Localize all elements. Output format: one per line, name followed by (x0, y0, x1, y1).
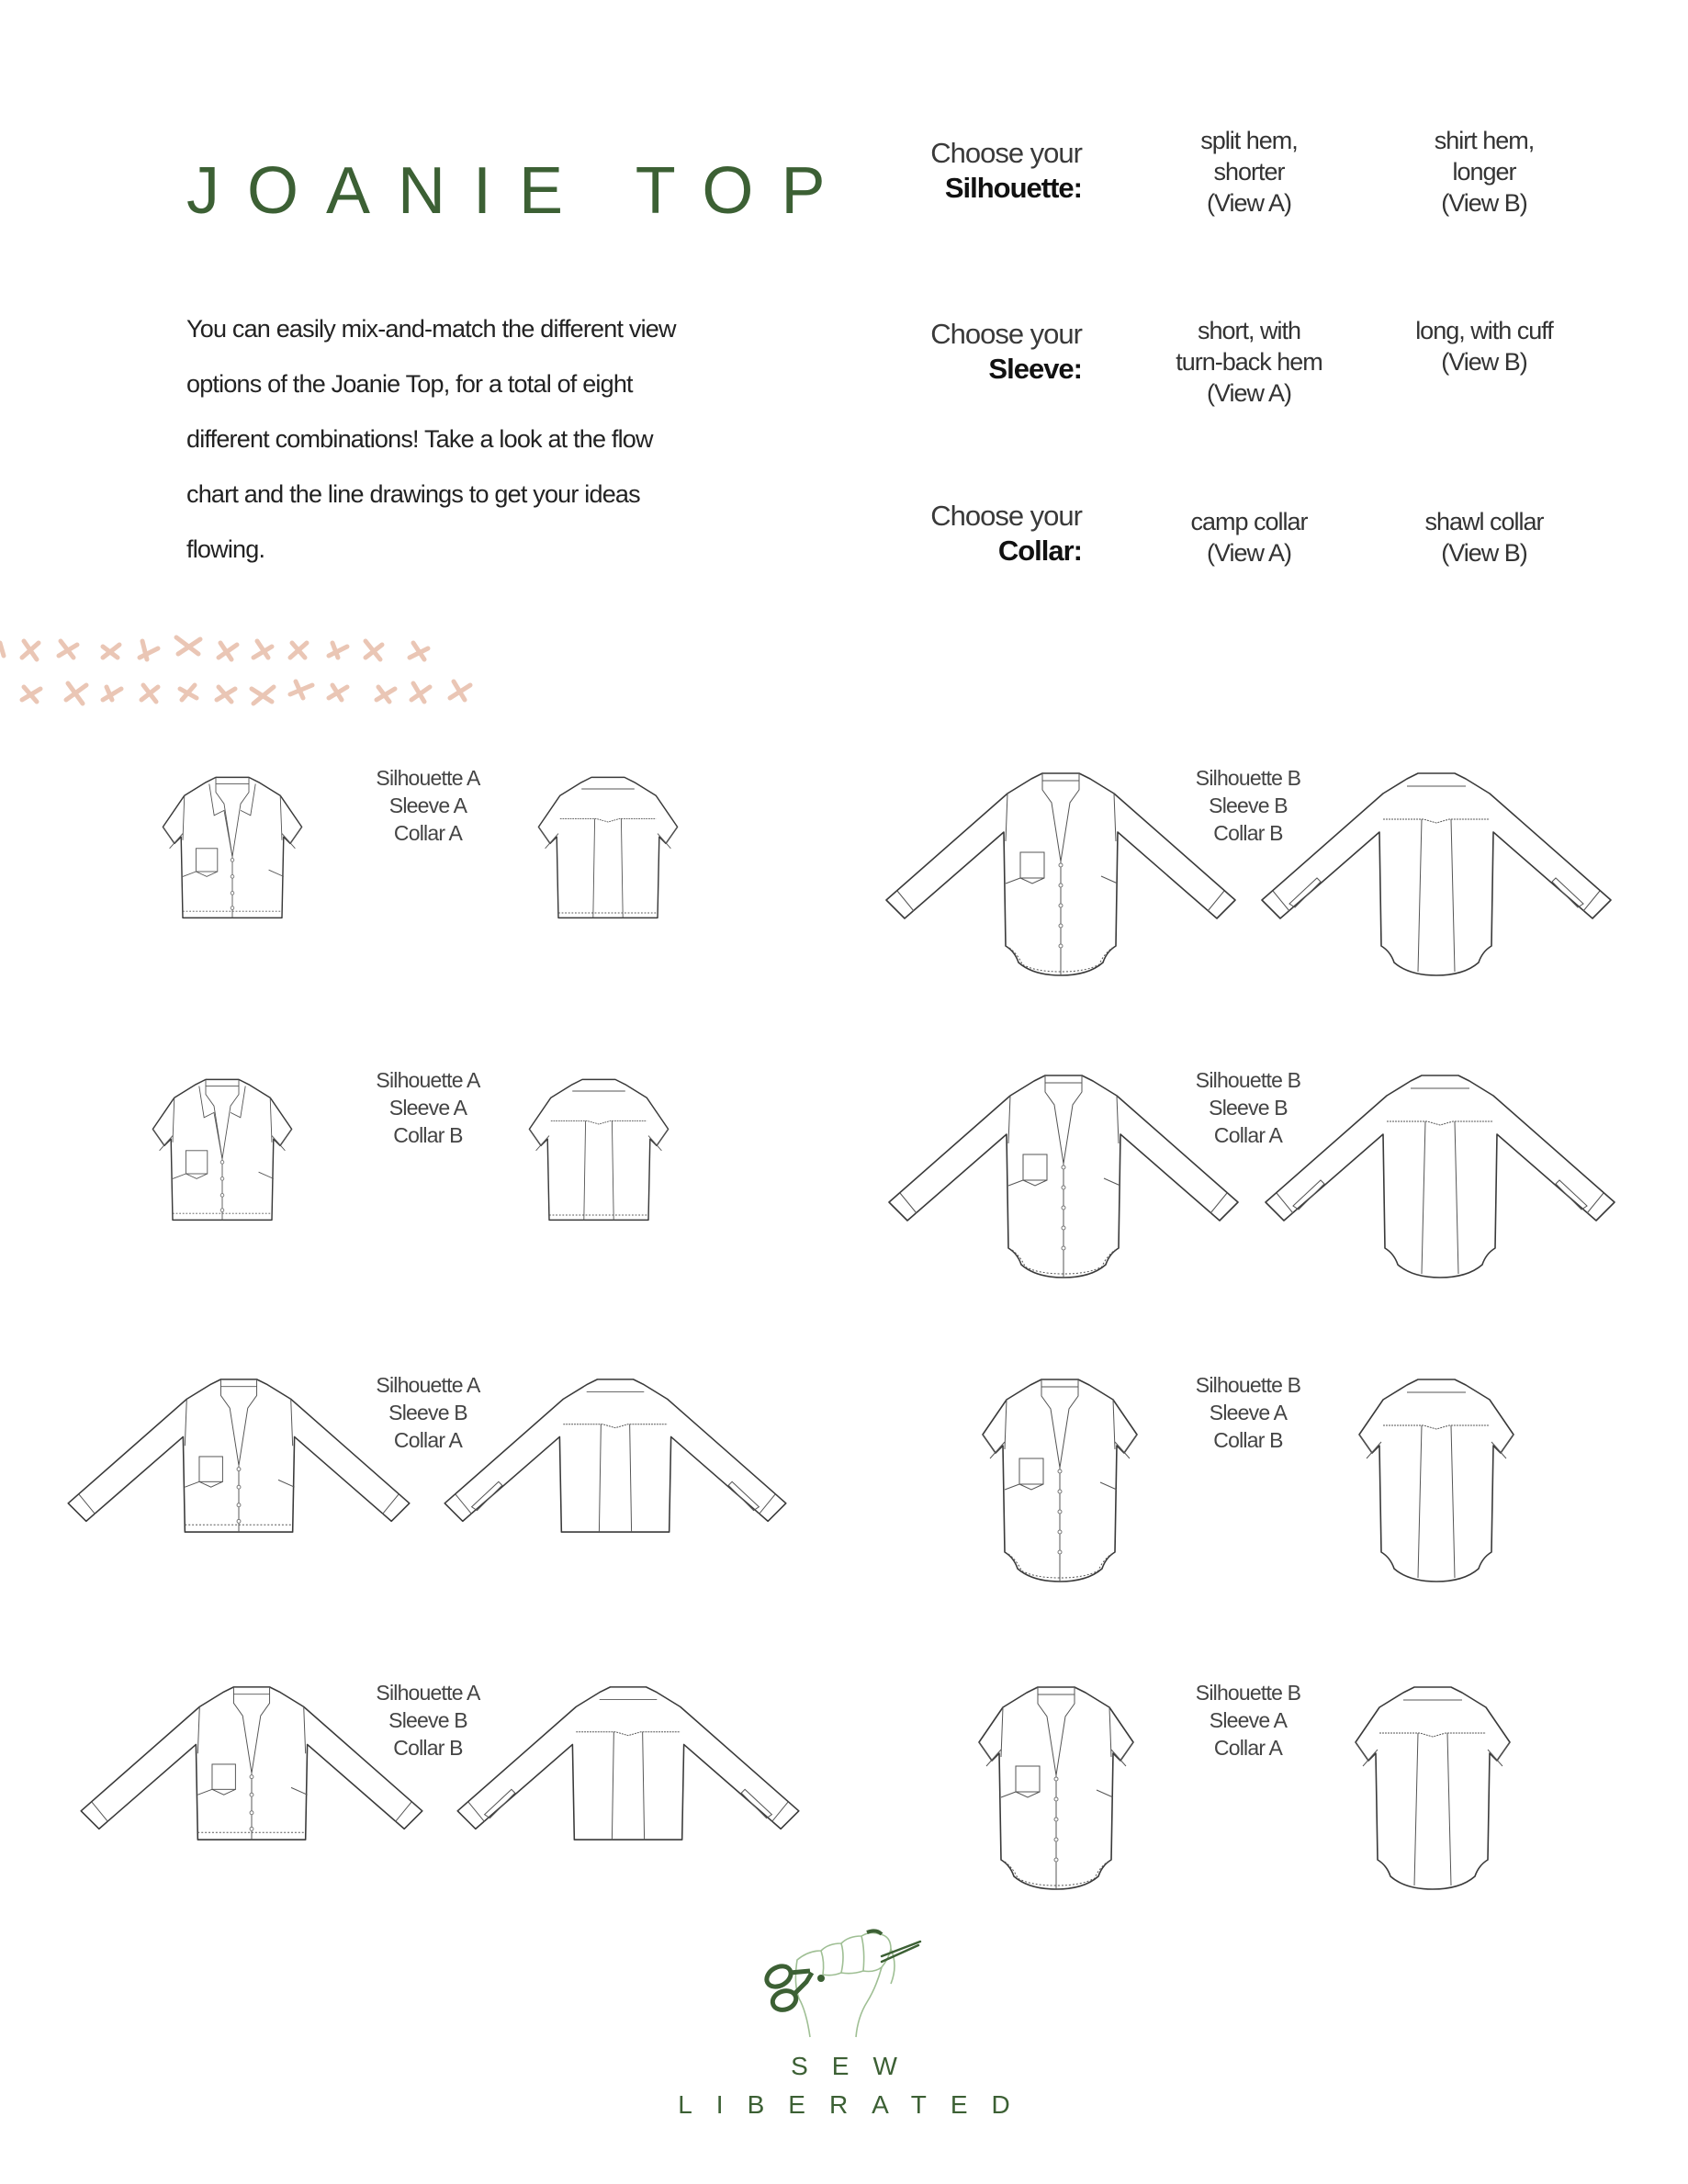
page-title: JOANIE TOP (186, 154, 853, 228)
combo-label: Silhouette A Sleeve B Collar B (376, 1681, 480, 1760)
option-label-sleeve: Choose your Sleeve: (930, 318, 1082, 385)
intro-paragraph (186, 301, 701, 577)
fist-holding-scissors-icon (753, 1929, 928, 2039)
shirt-front-drawing (140, 1070, 305, 1228)
decorative-crosses (0, 615, 514, 707)
combo-label: Silhouette B Sleeve A Collar B (1195, 1373, 1301, 1452)
combo-label: Silhouette A Sleeve A Collar A (376, 766, 480, 845)
logo-text-sew: SEW (791, 2052, 921, 2080)
option-collar-view-a: camp collar (View A) (1190, 508, 1308, 567)
shirt-back-drawing (1345, 1374, 1528, 1585)
combo-label: Silhouette A Sleeve B Collar A (376, 1373, 480, 1452)
shirt-back-drawing (1256, 1070, 1624, 1281)
combo-label: Silhouette B Sleeve B Collar A (1195, 1068, 1301, 1147)
shirt-back-drawing (1341, 1682, 1525, 1893)
intro-line: You can easily mix-and-match the different view (186, 315, 676, 343)
logo-text-liberated: LIBERATED (678, 2090, 1034, 2119)
shirt-back-drawing (516, 1070, 681, 1228)
shirt-back-drawing (432, 1374, 799, 1536)
option-silhouette-view-a: split hem, shorter (View A) (1200, 127, 1298, 217)
intro-line: chart and the line drawings to get your ideas (186, 480, 640, 508)
option-label-collar: Choose your Collar: (930, 500, 1082, 567)
shirt-front-drawing (964, 1682, 1148, 1893)
option-collar-view-b: shawl collar (View B) (1424, 508, 1544, 567)
option-sleeve-view-a: short, with turn-back hem (View A) (1176, 317, 1322, 407)
option-label-silhouette: Choose your Silhouette: (930, 137, 1082, 204)
combo-label: Silhouette A Sleeve A Collar B (376, 1068, 480, 1147)
intro-line: options of the Joanie Top, for a total of eight (186, 370, 633, 398)
option-silhouette-view-b: shirt hem, longer (View B) (1434, 127, 1535, 217)
shirt-back-drawing (1253, 768, 1620, 979)
shirt-back-drawing (525, 768, 691, 926)
intro-line: different combinations! Take a look at the flow (186, 425, 653, 453)
intro-line: flowing. (186, 535, 265, 563)
combo-label: Silhouette B Sleeve A Collar A (1195, 1681, 1301, 1760)
shirt-back-drawing (445, 1682, 812, 1843)
option-sleeve-view-b: long, with cuff (View B) (1415, 317, 1553, 376)
shirt-front-drawing (150, 768, 315, 926)
shirt-front-drawing (968, 1374, 1152, 1585)
combo-label: Silhouette B Sleeve B Collar B (1195, 766, 1301, 845)
